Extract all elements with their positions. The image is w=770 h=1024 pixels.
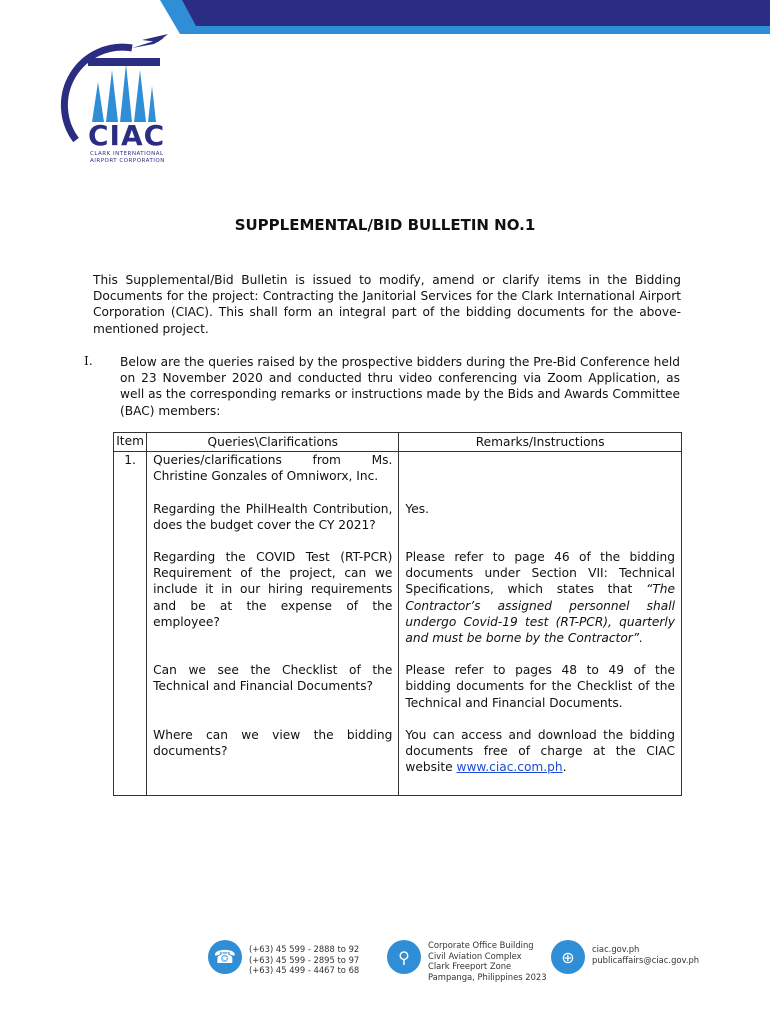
footer-phone: (+63) 45 599 - 2888 to 92 (+63) 45 599 - 2895 to 97 (+63) 45 499 - 4467 to 68 (249, 944, 360, 976)
section-text: Below are the queries raised by the prospective bidders during the Pre-Bid Conference held on 23 November 2020 and conducted thru video conferencing via Zoom Application, as well as the corresponding remarks or instructions made by the Bids and Awards Committee (BAC) members: (120, 355, 680, 418)
remark-cell: You can access and download the bidding documents free of charge at the CIAC website www.ciac.com.ph. (399, 727, 682, 796)
location-pin-icon: ⚲ (387, 940, 421, 974)
footer-address: Corporate Office Building Civil Aviation Complex Clark Freeport Zone Pampanga, Philippines 2023 (428, 940, 547, 982)
header-remarks: Remarks/Instructions (399, 433, 682, 452)
header-queries: Queries\Clarifications (147, 433, 399, 452)
item-number: 1. (114, 452, 147, 485)
table-row (114, 662, 682, 711)
header-corner-band (160, 0, 770, 34)
section-number: I. (84, 354, 93, 368)
footer (0, 938, 770, 988)
globe-icon: ⊕ (551, 940, 585, 974)
header-item: Item (114, 433, 147, 452)
table-row (114, 727, 682, 796)
query-cell: Regarding the PhilHealth Contribution, does the budget cover the CY 2021? (147, 501, 399, 533)
logo-wordmark: CIAC (88, 119, 166, 152)
logo-subtitle: CLARK INTERNATIONAL AIRPORT CORPORATION (90, 151, 165, 164)
remark-cell: Please refer to page 46 of the bidding documents under Section VII: Technical Specifications, which states that “The Contractor’s assigned personnel shall undergo Covid-19 test (RT-PCR), quarterly and must be borne by the Contractor”. (399, 549, 682, 646)
table-row (114, 501, 682, 533)
bulletin-title: SUPPLEMENTAL/BID BULLETIN NO.1 (234, 216, 536, 234)
remark-cell (399, 452, 682, 485)
query-cell: Can we see the Checklist of the Technical and Financial Documents? (147, 662, 399, 711)
query-intro: Queries/clarifications from Ms. Christine Gonzales of Omniworx, Inc. (147, 452, 399, 485)
table-row (114, 452, 682, 485)
ciac-website-link[interactable]: www.ciac.com.ph (456, 760, 563, 775)
quoted-spec: “The Contractor’s assigned personnel shall undergo Covid-19 test (RT-PCR), quarterly and must be borne by the Contractor”. (405, 582, 675, 646)
remark-cell: Yes. (399, 501, 682, 533)
queries-table (113, 432, 682, 796)
remark-cell: Please refer to pages 48 to 49 of the bidding documents for the Checklist of the Technical and Financial Documents. (399, 662, 682, 711)
query-cell: Where can we view the bidding documents? (147, 727, 399, 796)
footer-web: ciac.gov.ph publicaffairs@ciac.gov.ph (592, 944, 700, 965)
table-header-row (114, 433, 682, 452)
table-row (114, 549, 682, 646)
query-cell: Regarding the COVID Test (RT-PCR) Requirement of the project, can we include it in our hiring requirements and be at the expense of the employee? (147, 549, 399, 646)
intro-paragraph: This Supplemental/Bid Bulletin is issued to modify, amend or clarify items in the Bidding Documents for the project: Contracting the Janitorial Services for the Clark International Airport Corporation (CIAC). This shall form an integral part of the bidding documents for the above-mentioned project. (93, 273, 681, 336)
phone-icon: ☎ (208, 940, 242, 974)
